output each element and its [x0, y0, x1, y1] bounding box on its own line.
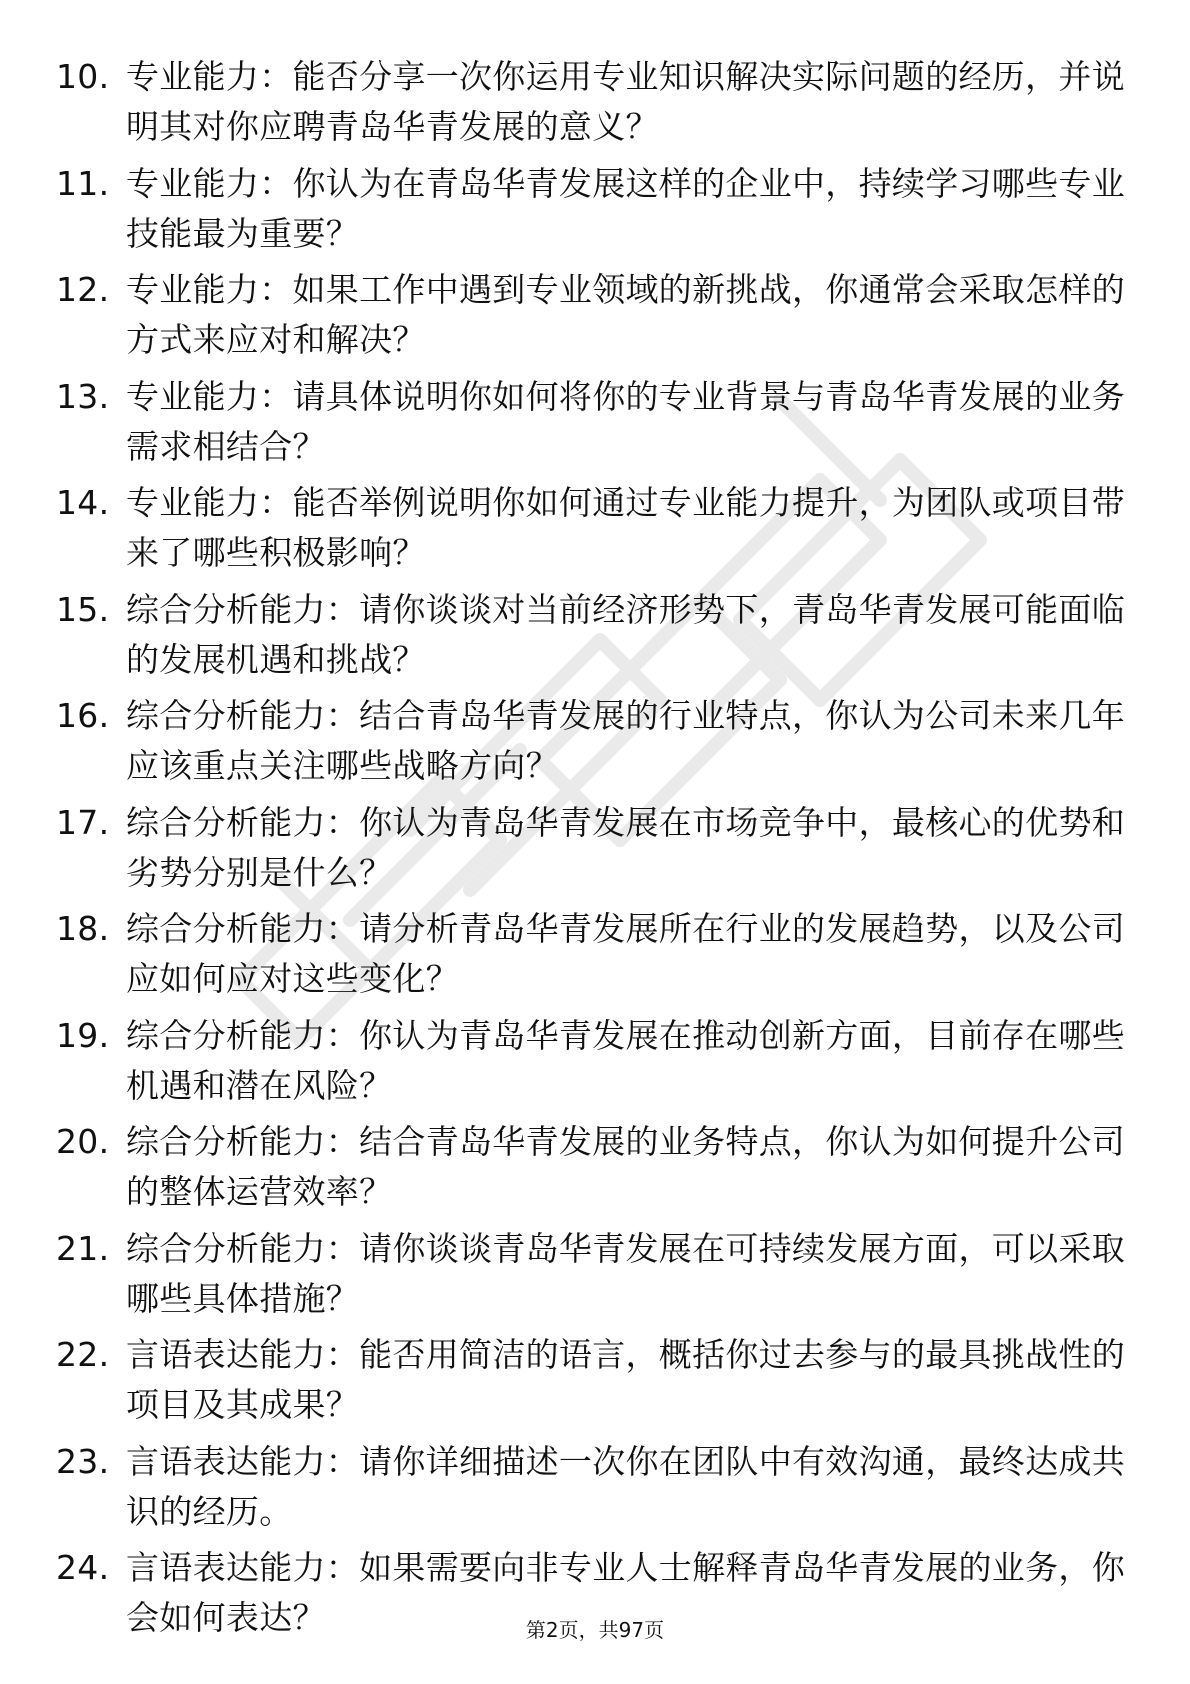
question-number: 18. [56, 909, 110, 948]
question-text: 综合分析能力：请你谈谈对当前经济形势下，青岛华青发展可能面临的发展机遇和挑战？ [126, 589, 1125, 679]
question-item [56, 1011, 1136, 1111]
question-item [56, 52, 1136, 152]
question-number: 12. [56, 270, 110, 309]
question-item [56, 904, 1136, 1004]
question-text: 专业能力：请具体说明你如何将你的专业背景与青岛华青发展的业务需求相结合？ [126, 376, 1125, 466]
question-number: 20. [56, 1122, 110, 1161]
question-number: 24. [56, 1548, 110, 1587]
question-text: 综合分析能力：你认为青岛华青发展在推动创新方面，目前存在哪些机遇和潜在风险？ [126, 1015, 1125, 1105]
question-list [56, 52, 1136, 1650]
question-text: 专业能力：能否举例说明你如何通过专业能力提升，为团队或项目带来了哪些积极影响？ [126, 483, 1125, 572]
question-item [56, 478, 1136, 578]
question-item [56, 585, 1136, 685]
question-text: 言语表达能力：如果需要向非专业人士解释青岛华青发展的业务，你会如何表达？ [126, 1548, 1125, 1637]
question-number: 23. [56, 1441, 110, 1481]
question-item [56, 1117, 1136, 1217]
question-number: 19. [56, 1015, 110, 1055]
question-text: 综合分析能力：结合青岛华青发展的行业特点，你认为公司未来几年应该重点关注哪些战略方向？ [126, 696, 1125, 785]
question-item [56, 1437, 1136, 1537]
question-number: 21. [56, 1228, 110, 1268]
question-item [56, 798, 1136, 898]
question-text: 综合分析能力：你认为青岛华青发展在市场竞争中，最核心的优势和劣势分别是什么？ [126, 802, 1125, 892]
question-item [56, 372, 1136, 472]
question-number: 22. [56, 1335, 110, 1374]
question-number: 14. [56, 483, 110, 522]
question-item [56, 1330, 1136, 1430]
page-number: 第2页，共97页 [525, 1618, 665, 1642]
question-number: 13. [56, 376, 110, 416]
question-item [56, 265, 1136, 365]
question-item [56, 159, 1136, 259]
question-text: 言语表达能力：请你详细描述一次你在团队中有效沟通，最终达成共识的经历。 [126, 1441, 1125, 1531]
question-text: 专业能力：你认为在青岛华青发展这样的企业中，持续学习哪些专业技能最为重要？ [126, 163, 1125, 253]
question-text: 言语表达能力：能否用简洁的语言，概括你过去参与的最具挑战性的项目及其成果？ [126, 1335, 1125, 1424]
question-number: 11. [56, 163, 110, 203]
page-footer [0, 1614, 1190, 1643]
question-number: 15. [56, 589, 110, 629]
question-number: 10. [56, 57, 110, 96]
question-number: 16. [56, 696, 110, 735]
question-text: 专业能力：如果工作中遇到专业领域的新挑战，你通常会采取怎样的方式来应对和解决？ [126, 270, 1125, 359]
question-text: 专业能力：能否分享一次你运用专业知识解决实际问题的经历，并说明其对你应聘青岛华青发展的意义？ [126, 57, 1125, 146]
question-item [56, 691, 1136, 791]
question-text: 综合分析能力：结合青岛华青发展的业务特点，你认为如何提升公司的整体运营效率？ [126, 1122, 1125, 1211]
question-text: 综合分析能力：请你谈谈青岛华青发展在可持续发展方面，可以采取哪些具体措施？ [126, 1228, 1125, 1318]
question-item [56, 1224, 1136, 1324]
question-number: 17. [56, 802, 110, 842]
question-text: 综合分析能力：请分析青岛华青发展所在行业的发展趋势，以及公司应如何应对这些变化？ [126, 909, 1125, 998]
